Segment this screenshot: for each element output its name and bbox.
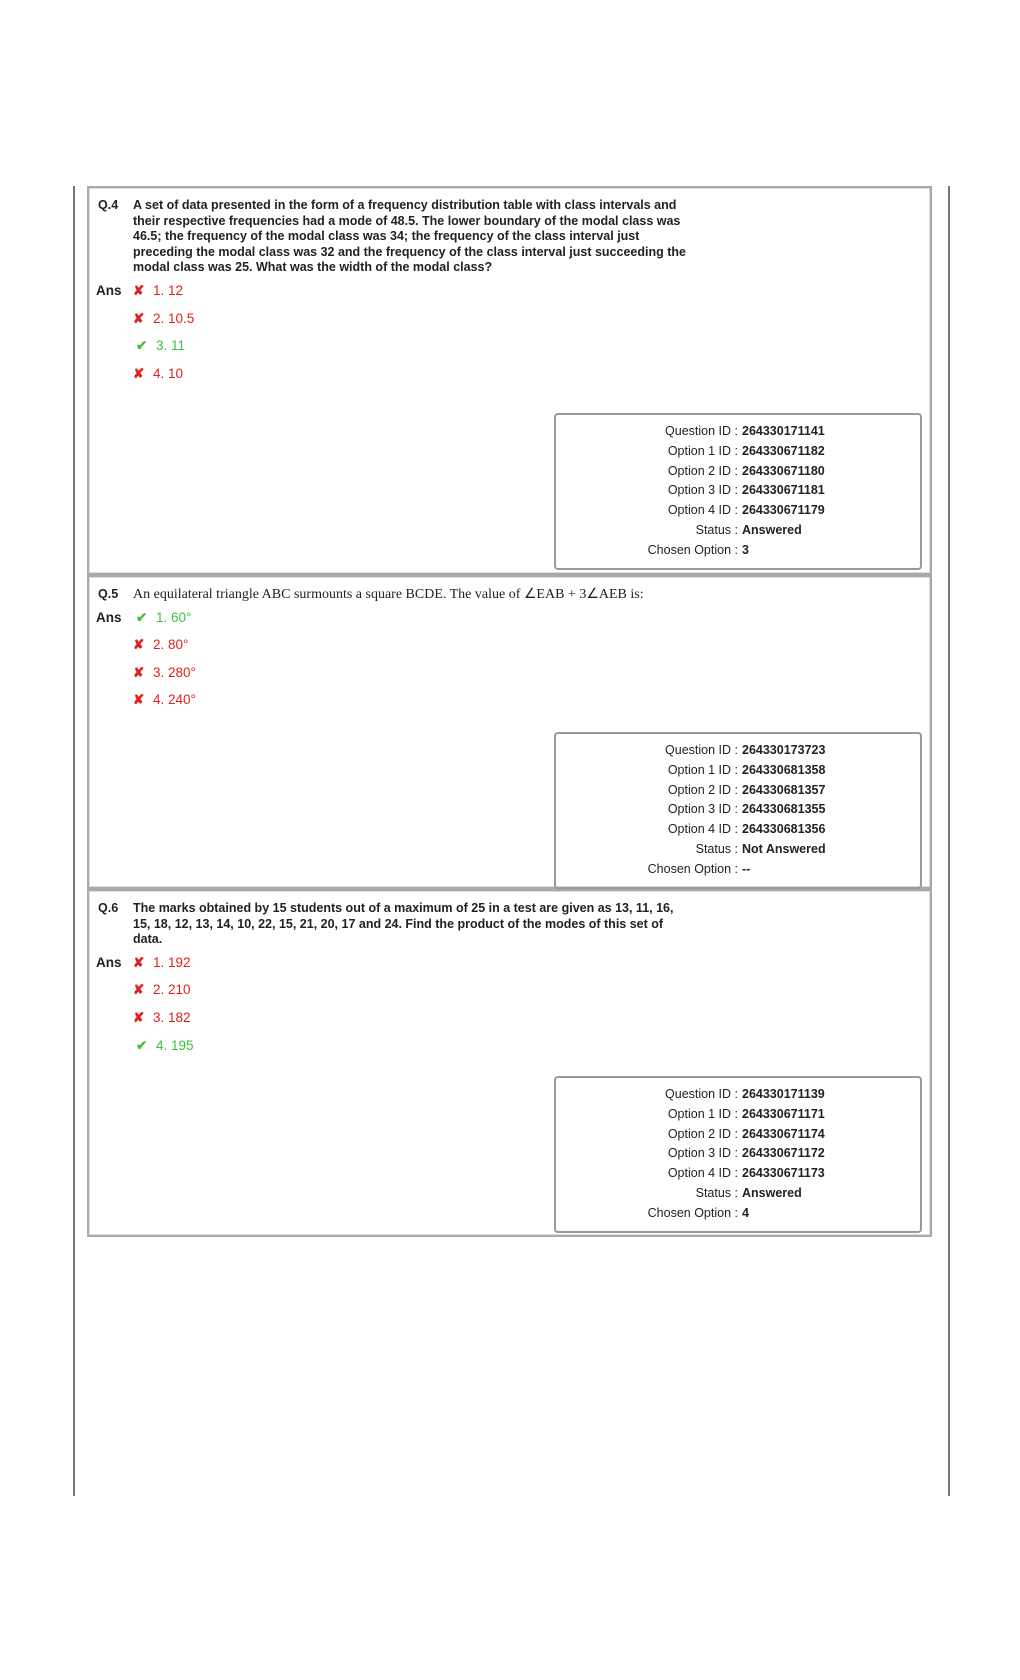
info-label: Chosen Option : bbox=[647, 861, 738, 876]
info-label: Option 3 ID : bbox=[667, 1146, 738, 1161]
question-text: The marks obtained by 15 students out of a maximum of 25 in a test are given as 13, 11, 16, 15, 18, 12, 13, 14, 10, 22, 15, 21, 20, 17 and 24. Find the product of the modes of this set of data. bbox=[133, 901, 674, 947]
answer-label: Ans bbox=[96, 282, 122, 298]
info-row bbox=[556, 1204, 920, 1224]
info-row bbox=[556, 800, 920, 820]
answer-label: Ans bbox=[96, 954, 122, 970]
option-item bbox=[133, 609, 196, 637]
info-row bbox=[556, 840, 920, 860]
info-label: Option 4 ID : bbox=[667, 503, 738, 518]
info-label: Question ID : bbox=[665, 743, 738, 757]
info-value: Answered bbox=[742, 1185, 802, 1200]
cross-icon: ✘ bbox=[133, 637, 145, 653]
option-item bbox=[133, 981, 194, 1009]
cross-icon: ✘ bbox=[133, 982, 145, 998]
option-item bbox=[133, 664, 196, 692]
info-row bbox=[556, 741, 920, 761]
question-block bbox=[87, 889, 932, 1237]
info-value: 264330681356 bbox=[742, 822, 826, 837]
info-value: 264330671179 bbox=[742, 503, 825, 518]
info-row bbox=[556, 462, 920, 482]
cross-icon: ✘ bbox=[133, 282, 145, 298]
question-number: Q.6 bbox=[98, 901, 119, 915]
info-label: Status : bbox=[695, 841, 738, 856]
options-list bbox=[133, 282, 194, 392]
info-label: Option 2 ID : bbox=[667, 1126, 738, 1141]
info-label: Option 3 ID : bbox=[667, 483, 738, 498]
info-label: Option 4 ID : bbox=[667, 1166, 738, 1181]
answer-section bbox=[89, 609, 930, 719]
info-label: Option 1 ID : bbox=[667, 1106, 738, 1121]
option-item bbox=[133, 1009, 194, 1037]
info-row bbox=[556, 1105, 920, 1125]
info-label: Question ID : bbox=[665, 1087, 738, 1101]
question-header bbox=[89, 198, 930, 276]
question-block bbox=[87, 575, 932, 889]
answer-section bbox=[89, 282, 930, 392]
answer-label: Ans bbox=[96, 609, 122, 625]
answer-section bbox=[89, 954, 930, 1064]
option-item bbox=[133, 954, 194, 982]
info-row bbox=[556, 1184, 920, 1204]
option-item bbox=[133, 1037, 194, 1065]
check-icon: ✔ bbox=[136, 609, 148, 625]
option-item bbox=[133, 337, 194, 365]
option-label: 3. 11 bbox=[156, 338, 186, 354]
question-number: Q.5 bbox=[98, 587, 119, 601]
info-value: 3 bbox=[742, 542, 749, 557]
info-row bbox=[556, 481, 920, 501]
info-value: 264330681358 bbox=[742, 762, 826, 777]
cross-icon: ✘ bbox=[133, 365, 145, 381]
option-item bbox=[133, 310, 194, 338]
info-label: Option 2 ID : bbox=[667, 463, 738, 478]
option-item bbox=[133, 691, 196, 719]
info-value: 264330671180 bbox=[742, 463, 825, 478]
info-label: Option 2 ID : bbox=[667, 782, 738, 797]
option-label: 2. 80° bbox=[153, 637, 189, 653]
info-row bbox=[556, 820, 920, 840]
cross-icon: ✘ bbox=[133, 1009, 145, 1025]
cross-icon: ✘ bbox=[133, 954, 145, 970]
info-label: Chosen Option : bbox=[647, 1205, 738, 1220]
info-row bbox=[556, 501, 920, 521]
option-label: 2. 210 bbox=[153, 982, 191, 998]
option-label: 1. 12 bbox=[153, 282, 184, 298]
info-value: 264330171139 bbox=[742, 1087, 825, 1101]
info-value: Answered bbox=[742, 522, 802, 537]
info-value: 264330671174 bbox=[742, 1126, 825, 1141]
info-row bbox=[556, 761, 920, 781]
option-label: 1. 192 bbox=[153, 954, 191, 970]
option-label: 4. 10 bbox=[153, 365, 184, 381]
option-label: 2. 10.5 bbox=[153, 310, 195, 326]
option-label: 4. 240° bbox=[153, 692, 196, 708]
info-row bbox=[556, 1144, 920, 1164]
option-item bbox=[133, 636, 196, 664]
question-info-box bbox=[554, 732, 922, 889]
question-text: An equilateral triangle ABC surmounts a square BCDE. The value of ∠EAB + 3∠AEB is: bbox=[133, 587, 644, 602]
info-value: 264330671173 bbox=[742, 1166, 825, 1181]
question-info-box bbox=[554, 413, 922, 570]
info-label: Option 1 ID : bbox=[667, 762, 738, 777]
info-value: -- bbox=[742, 861, 751, 876]
info-row bbox=[556, 860, 920, 880]
info-value: 264330171141 bbox=[742, 424, 825, 438]
info-label: Option 1 ID : bbox=[667, 443, 738, 458]
info-label: Option 4 ID : bbox=[667, 822, 738, 837]
info-row bbox=[556, 1085, 920, 1105]
option-label: 3. 182 bbox=[153, 1009, 191, 1025]
check-icon: ✔ bbox=[136, 1037, 148, 1053]
info-label: Question ID : bbox=[665, 424, 738, 438]
question-info-box bbox=[554, 1076, 922, 1233]
info-row bbox=[556, 781, 920, 801]
info-value: 264330681357 bbox=[742, 782, 826, 797]
info-row bbox=[556, 1125, 920, 1145]
question-header bbox=[89, 901, 930, 948]
info-label: Status : bbox=[695, 1185, 738, 1200]
page-left-border bbox=[73, 186, 75, 1496]
options-list bbox=[133, 609, 196, 719]
info-value: 264330671181 bbox=[742, 483, 825, 498]
option-item bbox=[133, 282, 194, 310]
check-icon: ✔ bbox=[136, 338, 148, 354]
question-text: A set of data presented in the form of a frequency distribution table with class intervals and their respective frequencies had a mode of 48.5. The lower boundary of the modal class was 46.5; the frequency of the modal class was 34; the frequency of the class interval just preceding the modal class was 32 and the frequency of the class interval just succeeding the modal class was 25. What was the width of the modal class? bbox=[133, 198, 686, 275]
info-value: 264330671172 bbox=[742, 1146, 825, 1161]
option-label: 1. 60° bbox=[156, 609, 192, 625]
cross-icon: ✘ bbox=[133, 664, 145, 680]
info-value: Not Answered bbox=[742, 841, 826, 856]
info-label: Option 3 ID : bbox=[667, 802, 738, 817]
info-label: Chosen Option : bbox=[647, 542, 738, 557]
options-list bbox=[133, 954, 194, 1064]
option-label: 4. 195 bbox=[156, 1037, 194, 1053]
page-right-border bbox=[948, 186, 950, 1496]
info-value: 264330173723 bbox=[742, 743, 826, 757]
cross-icon: ✘ bbox=[133, 310, 145, 326]
info-row bbox=[556, 442, 920, 462]
info-value: 264330671182 bbox=[742, 443, 825, 458]
info-row bbox=[556, 422, 920, 442]
question-block bbox=[87, 186, 932, 575]
info-value: 264330671171 bbox=[742, 1106, 825, 1121]
info-label: Status : bbox=[695, 522, 738, 537]
cross-icon: ✘ bbox=[133, 692, 145, 708]
question-header bbox=[89, 587, 930, 603]
option-label: 3. 280° bbox=[153, 664, 196, 680]
option-item bbox=[133, 365, 194, 393]
info-row bbox=[556, 521, 920, 541]
info-row bbox=[556, 541, 920, 561]
info-value: 264330681355 bbox=[742, 802, 826, 817]
question-number: Q.4 bbox=[98, 198, 119, 212]
info-value: 4 bbox=[742, 1205, 749, 1220]
info-row bbox=[556, 1164, 920, 1184]
